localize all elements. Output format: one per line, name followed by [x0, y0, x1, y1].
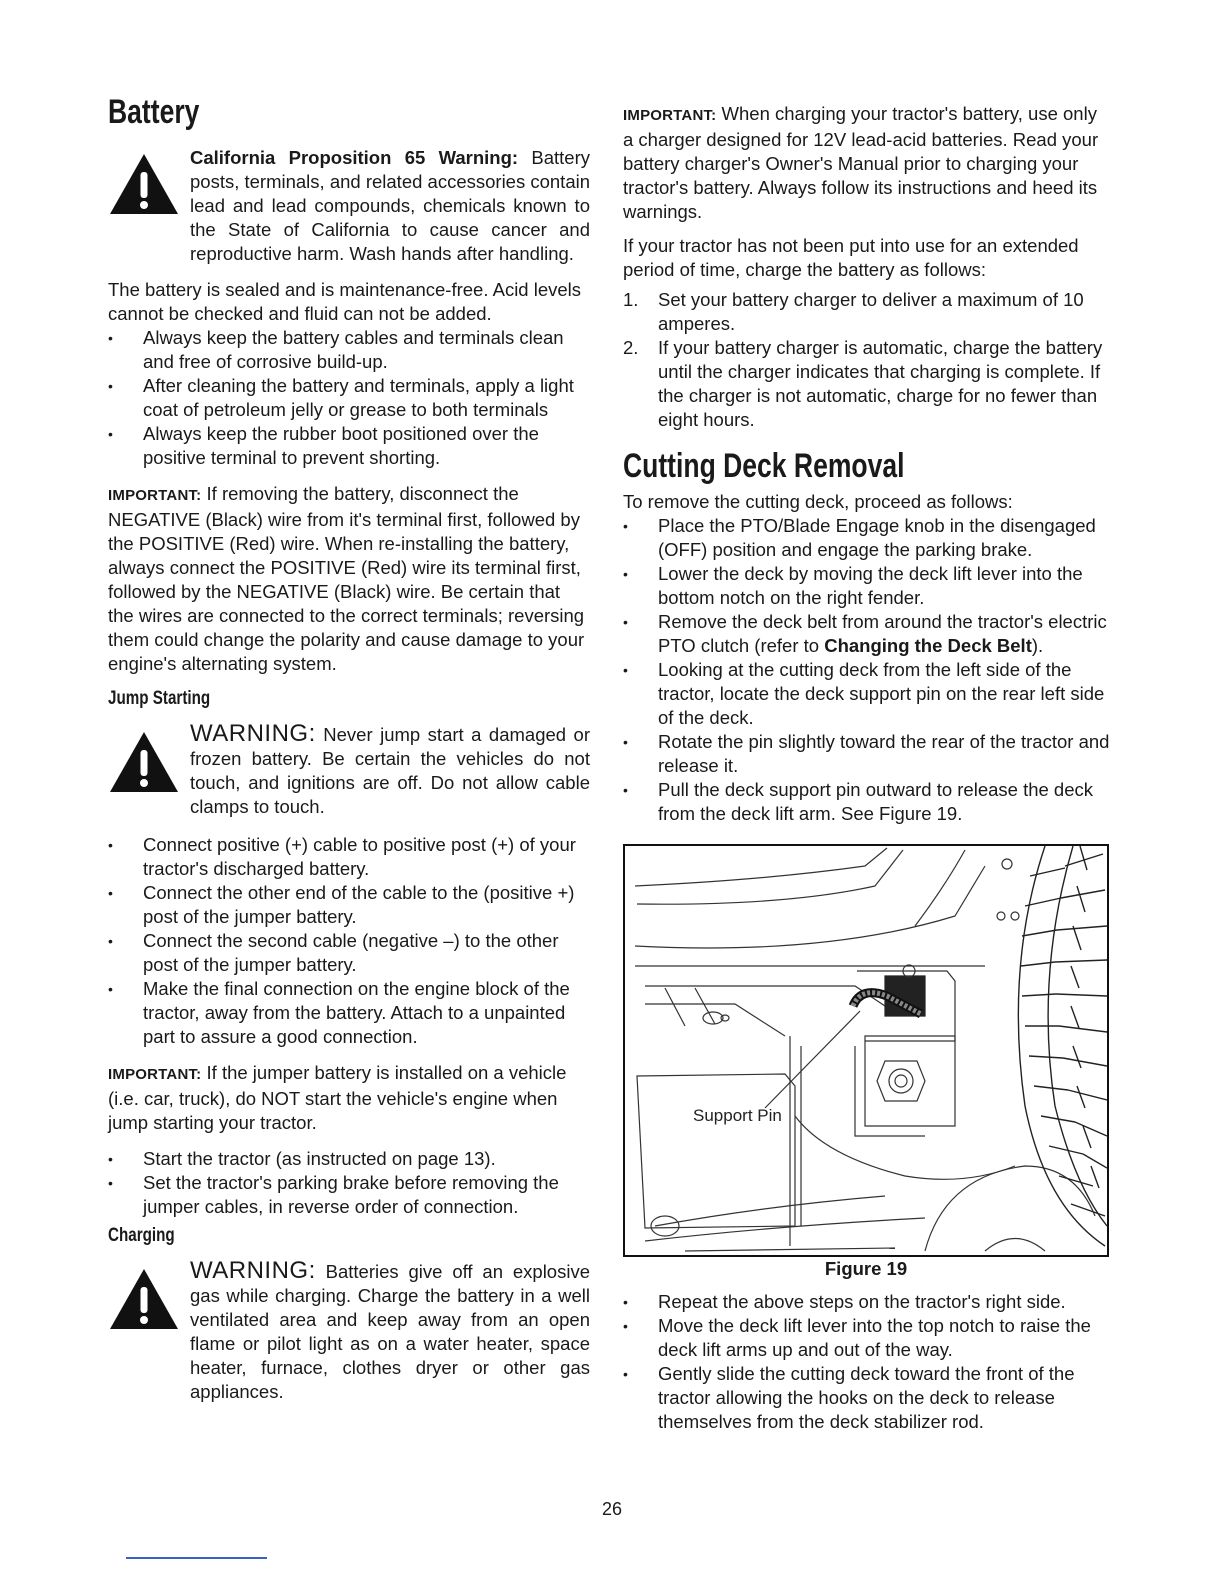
bullet-text: Remove the deck belt from around the tractor's electric PTO clutch (refer to	[658, 611, 1107, 656]
list-item: • Always keep the rubber boot positioned over the positive terminal to prevent shorting.	[108, 422, 590, 470]
step-text: If your battery charger is automatic, charge the battery until the charger indicates that charging is complete. If the charger is not automatic, charge for no fewer than eight hours.	[658, 337, 1103, 430]
important-label: IMPORTANT:	[108, 487, 202, 504]
page-number: 26	[601, 1499, 623, 1519]
list-item	[623, 336, 1111, 432]
battery-heading: Battery	[108, 93, 200, 131]
important-label: IMPORTANT:	[108, 1066, 202, 1083]
deck-after-bullets	[623, 1290, 1111, 1434]
battery-intro: The battery is sealed and is maintenance-free. Acid levels cannot be checked and fluid can not be added.	[108, 279, 582, 324]
list-item: • Lower the deck by moving the deck lift lever into the bottom notch on the right fender.	[623, 562, 1111, 610]
list-item	[623, 288, 1111, 336]
list-item: • Rotate the pin slightly toward the rear of the tractor and release it.	[623, 730, 1111, 778]
deck-intro: To remove the cutting deck, proceed as follows:	[623, 491, 1013, 512]
battery-important	[108, 482, 590, 676]
changing-deck-belt-ref: Changing the Deck Belt	[824, 635, 1032, 656]
list-item: • After cleaning the battery and terminals, apply a light coat of petroleum jelly or grease to both terminals	[108, 374, 590, 422]
support-pin-label: Support Pin	[693, 1106, 782, 1125]
step-number: 1.	[623, 289, 639, 310]
warning-triangle-icon	[108, 1267, 180, 1331]
list-item: • Start the tractor (as instructed on page 13).	[108, 1147, 590, 1171]
list-item: • Set the tractor's parking brake before removing the jumper cables, in reverse order of connection.	[108, 1171, 590, 1219]
prop65-label: California Proposition 65 Warning:	[190, 147, 519, 168]
important-label: IMPORTANT:	[623, 107, 717, 124]
charging-extended: If your tractor has not been put into use for an extended period of time, charge the battery as follows:	[623, 235, 1079, 280]
charging-warning	[108, 1259, 590, 1404]
warning-text: Batteries give off an explosive gas while charging. Charge the battery in a well ventilated area and keep away from an open flame or pilot light as on a water heater, space heater, furnace, clothes dryer or other gas appliances.	[190, 1261, 590, 1402]
important-text: When charging your tractor's battery, use only a charger designed for 12V lead-acid batteries. Read your battery charger's Owner's Manual prior to charging your tractor's battery. Always follow its instructions and heed its warnings.	[623, 103, 1099, 222]
list-item: • Move the deck lift lever into the top notch to raise the deck lift arms up and out of the way.	[623, 1314, 1111, 1362]
list-item: • Connect the other end of the cable to the (positive +) post of the jumper battery.	[108, 881, 590, 929]
warning-label: WARNING:	[190, 1257, 316, 1284]
jump-bullets-2	[108, 1147, 590, 1219]
list-item: • Connect the second cable (negative –) to the other post of the jumper battery.	[108, 929, 590, 977]
deck-support-pin-illustration	[625, 846, 1107, 1255]
cutting-deck-heading: Cutting Deck Removal	[623, 447, 905, 485]
list-item: • Connect positive (+) cable to positive post (+) of your tractor's discharged battery.	[108, 833, 590, 881]
deck-bullets	[623, 514, 1111, 826]
list-item: • Make the final connection on the engine block of the tractor, away from the battery. Attach to a unpainted part to assure a good connection.	[108, 977, 590, 1049]
bullet-text: ).	[1031, 635, 1044, 656]
list-item	[623, 610, 1111, 658]
list-item: • Repeat the above steps on the tractor's right side.	[623, 1290, 1111, 1314]
jump-bullets	[108, 833, 590, 1049]
figure-19	[623, 844, 1109, 1257]
jump-important	[108, 1061, 590, 1135]
important-text: If removing the battery, disconnect the NEGATIVE (Black) wire from it's terminal first, followed by the POSITIVE (Red) wire. When re-installing the battery, always connect the POSITIVE (Red) wire its terminal first, followed by the NEGATIVE (Black) wire. Be certain that the wires are connected to the correct terminals; reversing them could change the polarity and cause damage to your engine's alternating system.	[108, 483, 585, 674]
left-column	[108, 92, 590, 1404]
footer-rule	[126, 1557, 267, 1559]
prop65-text: Battery posts, terminals, and related accessories contain lead and lead compounds, chemicals known to the State of California to cause cancer and reproductive harm. Wash hands after handling.	[190, 147, 591, 264]
charging-steps	[623, 288, 1111, 432]
battery-bullets	[108, 326, 590, 470]
charging-important	[623, 102, 1111, 224]
warning-triangle-icon	[108, 152, 180, 216]
warning-text: Never jump start a damaged or frozen battery. Be certain the vehicles do not touch, and ignitions are off. Do not allow cable clamps to touch.	[190, 724, 590, 817]
step-text: Set your battery charger to deliver a maximum of 10 amperes.	[658, 289, 1084, 334]
charging-heading: Charging	[108, 1225, 175, 1246]
list-item: • Always keep the battery cables and terminals clean and free of corrosive build-up.	[108, 326, 590, 374]
list-item: • Pull the deck support pin outward to release the deck from the deck lift arm. See Figure 19.	[623, 778, 1111, 826]
warning-label: WARNING:	[190, 720, 316, 747]
figure-caption: Figure 19	[824, 1258, 908, 1279]
list-item: • Place the PTO/Blade Engage knob in the disengaged (OFF) position and engage the parking brake.	[623, 514, 1111, 562]
jump-starting-heading: Jump Starting	[108, 688, 211, 709]
step-number: 2.	[623, 337, 639, 358]
important-text: If the jumper battery is installed on a vehicle (i.e. car, truck), do NOT start the vehicle's engine when jump starting your tractor.	[108, 1062, 567, 1133]
jump-warning	[108, 722, 590, 819]
list-item: • Gently slide the cutting deck toward the front of the tractor allowing the hooks on the deck to release themselves from the deck stabilizer rod.	[623, 1362, 1111, 1434]
warning-triangle-icon	[108, 730, 180, 794]
prop65-warning	[108, 146, 590, 266]
right-column	[623, 102, 1111, 826]
list-item: • Looking at the cutting deck from the left side of the tractor, locate the deck support pin on the rear left side of the deck.	[623, 658, 1111, 730]
